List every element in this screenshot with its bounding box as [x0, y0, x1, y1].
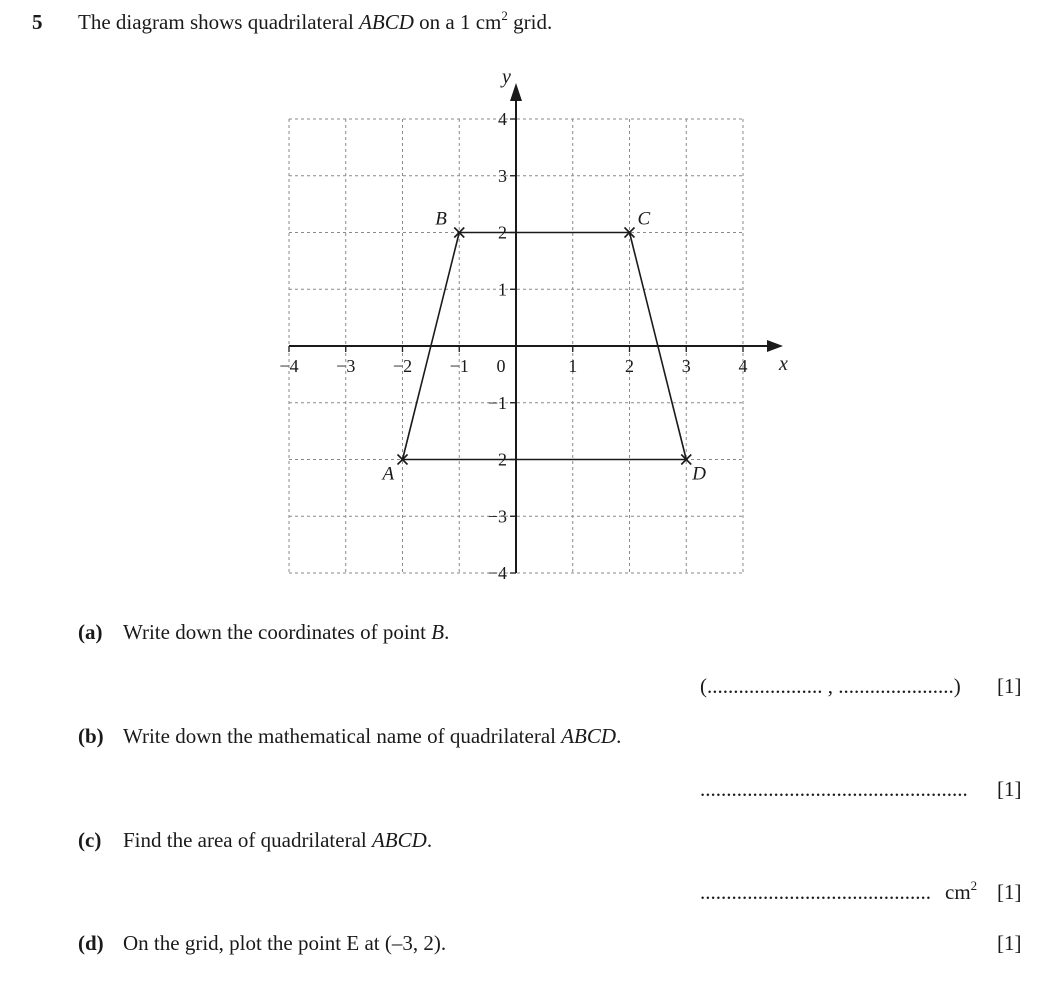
point-a-label: A — [382, 463, 395, 485]
part-c-dots[interactable]: ............................................ — [700, 880, 931, 904]
y-tick-label: −1 — [487, 392, 507, 413]
y-tick-label: 1 — [498, 279, 507, 300]
part-b-label: (b) — [78, 724, 104, 748]
part-b-suffix: . — [616, 724, 622, 748]
part-c-label: (c) — [78, 828, 102, 852]
x-tick-label: 4 — [738, 356, 748, 376]
y-tick-label: −3 — [487, 506, 507, 527]
part-a-italic: B — [431, 620, 445, 644]
y-tick-label: −2 — [487, 449, 507, 470]
y-axis-label: y — [502, 66, 511, 88]
intro-unit-superscript: 2 — [501, 8, 508, 23]
axis-labels — [381, 66, 789, 485]
y-axis-arrow — [510, 83, 522, 101]
part-b-answer-line[interactable]: ................................................... — [700, 777, 968, 801]
part-a-label: (a) — [78, 620, 103, 644]
part-c-marks: [1] — [997, 880, 1022, 904]
part-b-text: Write down the mathematical name of quadrilateral — [123, 724, 562, 748]
part-c-italic: ABCD — [371, 828, 427, 852]
y-tick-label: −4 — [487, 563, 507, 583]
part-d-text: On the grid, plot the point E at (–3, 2). — [123, 931, 447, 955]
x-tick-label: 3 — [681, 356, 691, 376]
intro-suffix: grid. — [507, 10, 553, 34]
intro-mid: on a 1 cm — [413, 10, 502, 34]
part-c-answer-line[interactable] — [700, 880, 977, 905]
part-c-unit: cm — [945, 880, 971, 904]
intro-prefix: The diagram shows quadrilateral — [78, 10, 360, 34]
x-tick-label: 2 — [625, 356, 634, 376]
point-d-label: D — [692, 463, 706, 485]
x-axis-label: x — [779, 353, 788, 375]
point-b-label: B — [435, 208, 447, 230]
axes — [289, 83, 783, 573]
y-tick-label: 2 — [498, 222, 507, 243]
x-tick-label: 1 — [568, 356, 578, 376]
part-a-answer-line[interactable]: (...................... , ......................) — [700, 674, 961, 698]
x-tick-label: −4 — [279, 356, 299, 376]
question-number: 5 — [32, 10, 43, 34]
part-a-question — [78, 620, 449, 645]
part-c-unit-superscript: 2 — [970, 878, 978, 893]
x-tick-label: 0 — [496, 356, 506, 376]
y-tick-label: 3 — [498, 165, 507, 186]
part-c-question — [78, 828, 432, 853]
part-a-text: Write down the coordinates of point — [123, 620, 432, 644]
part-c-suffix: . — [426, 828, 433, 852]
x-axis-arrow — [767, 340, 783, 352]
part-b-question — [78, 724, 621, 749]
part-d-label: (d) — [78, 931, 104, 955]
x-tick-label: −1 — [449, 356, 469, 376]
part-d-question — [78, 931, 446, 956]
part-b-italic: ABCD — [561, 724, 617, 748]
point-c-label: C — [637, 208, 651, 230]
x-tick-label: −3 — [336, 356, 356, 376]
part-b-marks: [1] — [997, 777, 1022, 801]
part-a-marks: [1] — [997, 674, 1022, 698]
part-c-text: Find the area of quadrilateral — [123, 828, 372, 852]
intro-shape-name: ABCD — [359, 10, 414, 34]
x-tick-label: −2 — [392, 356, 413, 376]
part-d-marks: [1] — [997, 931, 1022, 955]
part-a-suffix: . — [444, 620, 450, 644]
y-tick-label: 4 — [498, 109, 507, 129]
